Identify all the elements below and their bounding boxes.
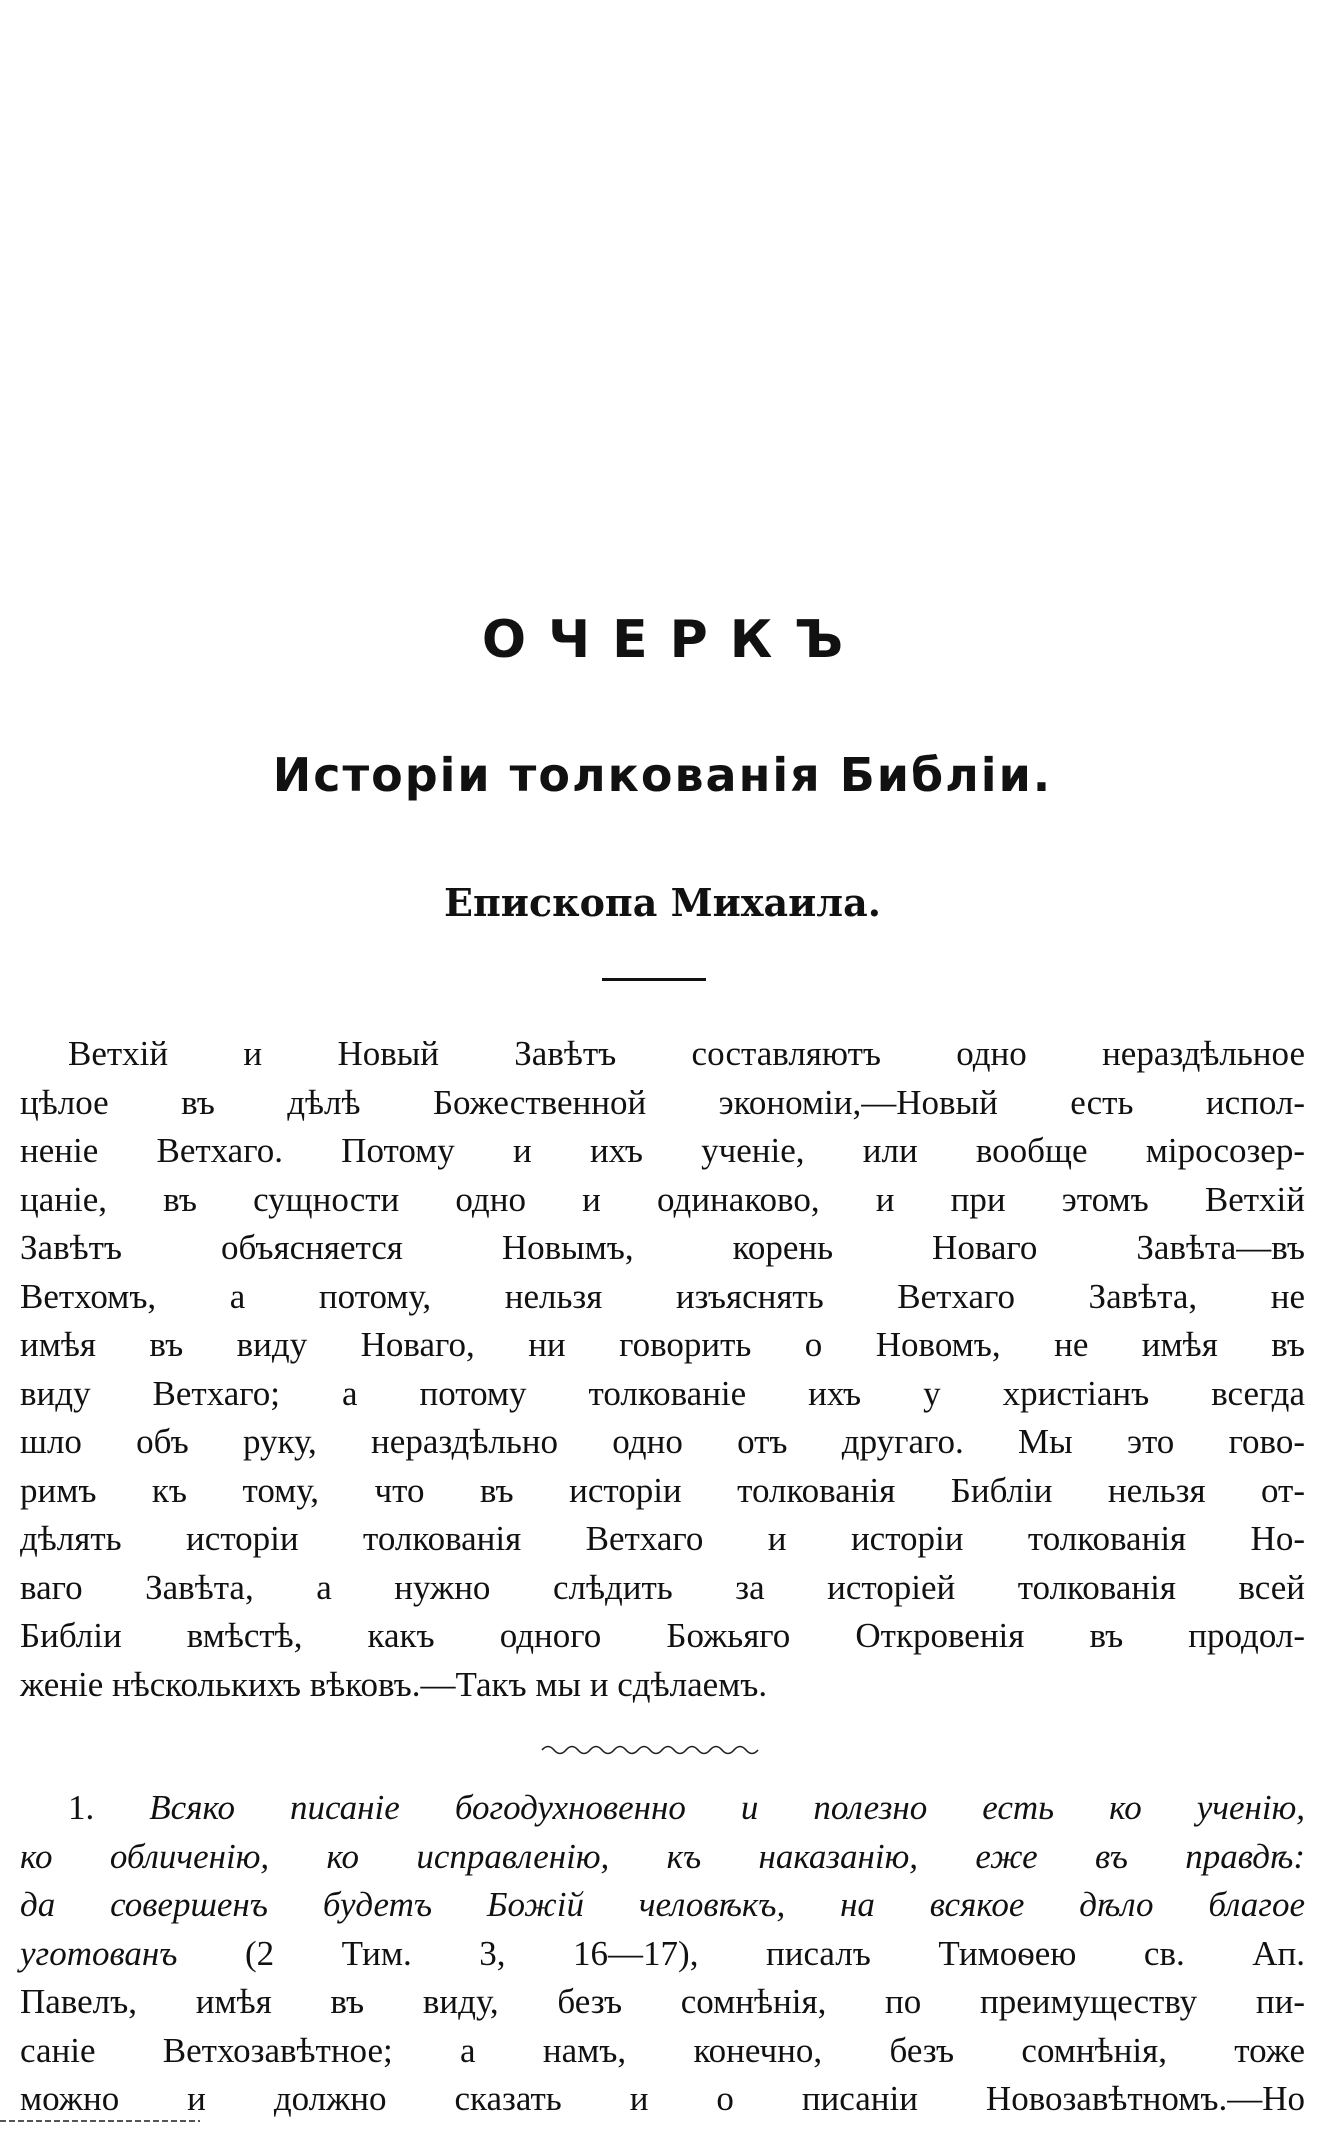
scripture-quote: да совершенъ будетъ Божій человѣкъ, на всякое дѣло благое [20,1885,1305,1924]
section-number: 1. [68,1788,95,1827]
document-title: ОЧЕРКЪ [481,610,866,670]
document-subtitle: Исторіи толкованія Библіи. [272,748,1053,802]
text-line: саніе Ветхозавѣтное; а намъ, конечно, безъ сомнѣнія, тоже [20,2030,1305,2070]
document-author: Епископа Михаила. [444,880,881,925]
text-line: шло объ руку, нераздѣльно одно отъ другаго. Мы это гово- [20,1422,1305,1461]
wavy-ornament-divider [540,1742,765,1758]
text-line: имѣя въ виду Новаго, ни говорить о Новомъ, не имѣя въ [20,1325,1305,1364]
paragraph-scripture [20,1784,1305,2124]
scripture-quote: уготованъ [20,1933,178,1973]
text-line: можно и должно сказать и о писаніи Новозавѣтномъ.—Но [20,2079,1305,2118]
scripture-quote: ко обличенію, ко исправленію, къ наказанію, еже въ правдѣ: [20,1836,1305,1876]
text-line: ваго Завѣта, а нужно слѣдить за исторіей толкованія всей [20,1567,1305,1607]
scripture-reference: (2 Тим. 3, 16—17), писалъ Тимоѳею св. Ап. [244,1933,1305,1973]
text-line [20,1930,1305,1979]
text-line: цаніе, въ сущности одно и одинаково, и при этомъ Ветхій [20,1179,1305,1219]
text-line: Ветхомъ, а потому, нельзя изъяснять Ветхаго Завѣта, не [20,1276,1305,1316]
text-line: Завѣтъ объясняется Новымъ, корень Новаго Завѣта—въ [20,1228,1305,1267]
text-line: Библіи вмѣстѣ, какъ одного Божьяго Откровенія въ продол- [20,1616,1305,1655]
text-line: виду Ветхаго; а потому толкованіе ихъ у христіанъ всегда [20,1373,1305,1413]
paragraph-introduction [20,1030,1305,1709]
text-line: цѣлое въ дѣлѣ Божественной экономіи,—Новый есть испол- [20,1082,1305,1122]
scripture-quote: Всяко писаніе богодухновенно и полезно есть ко ученію, [149,1788,1306,1827]
cropped-line-fragment [0,2118,200,2124]
text-line: женіе нѣсколькихъ вѣковъ.—Такъ мы и сдѣлаемъ. [20,1664,768,1704]
text-line: Павелъ, имѣя въ виду, безъ сомнѣнія, по преимуществу пи- [20,1982,1305,2021]
text-line: Ветхій и Новый Завѣтъ составляютъ одно нераздѣльное [68,1034,1305,1073]
title-rule-divider [602,978,706,981]
text-line: неніе Ветхаго. Потому и ихъ ученіе, или вообще міросозер- [20,1131,1305,1170]
text-line: римъ къ тому, что въ исторіи толкованія Библіи нельзя от- [20,1470,1305,1510]
text-line [20,1784,1305,1833]
text-line: дѣлять исторіи толкованія Ветхаго и исторіи толкованія Но- [20,1519,1305,1558]
